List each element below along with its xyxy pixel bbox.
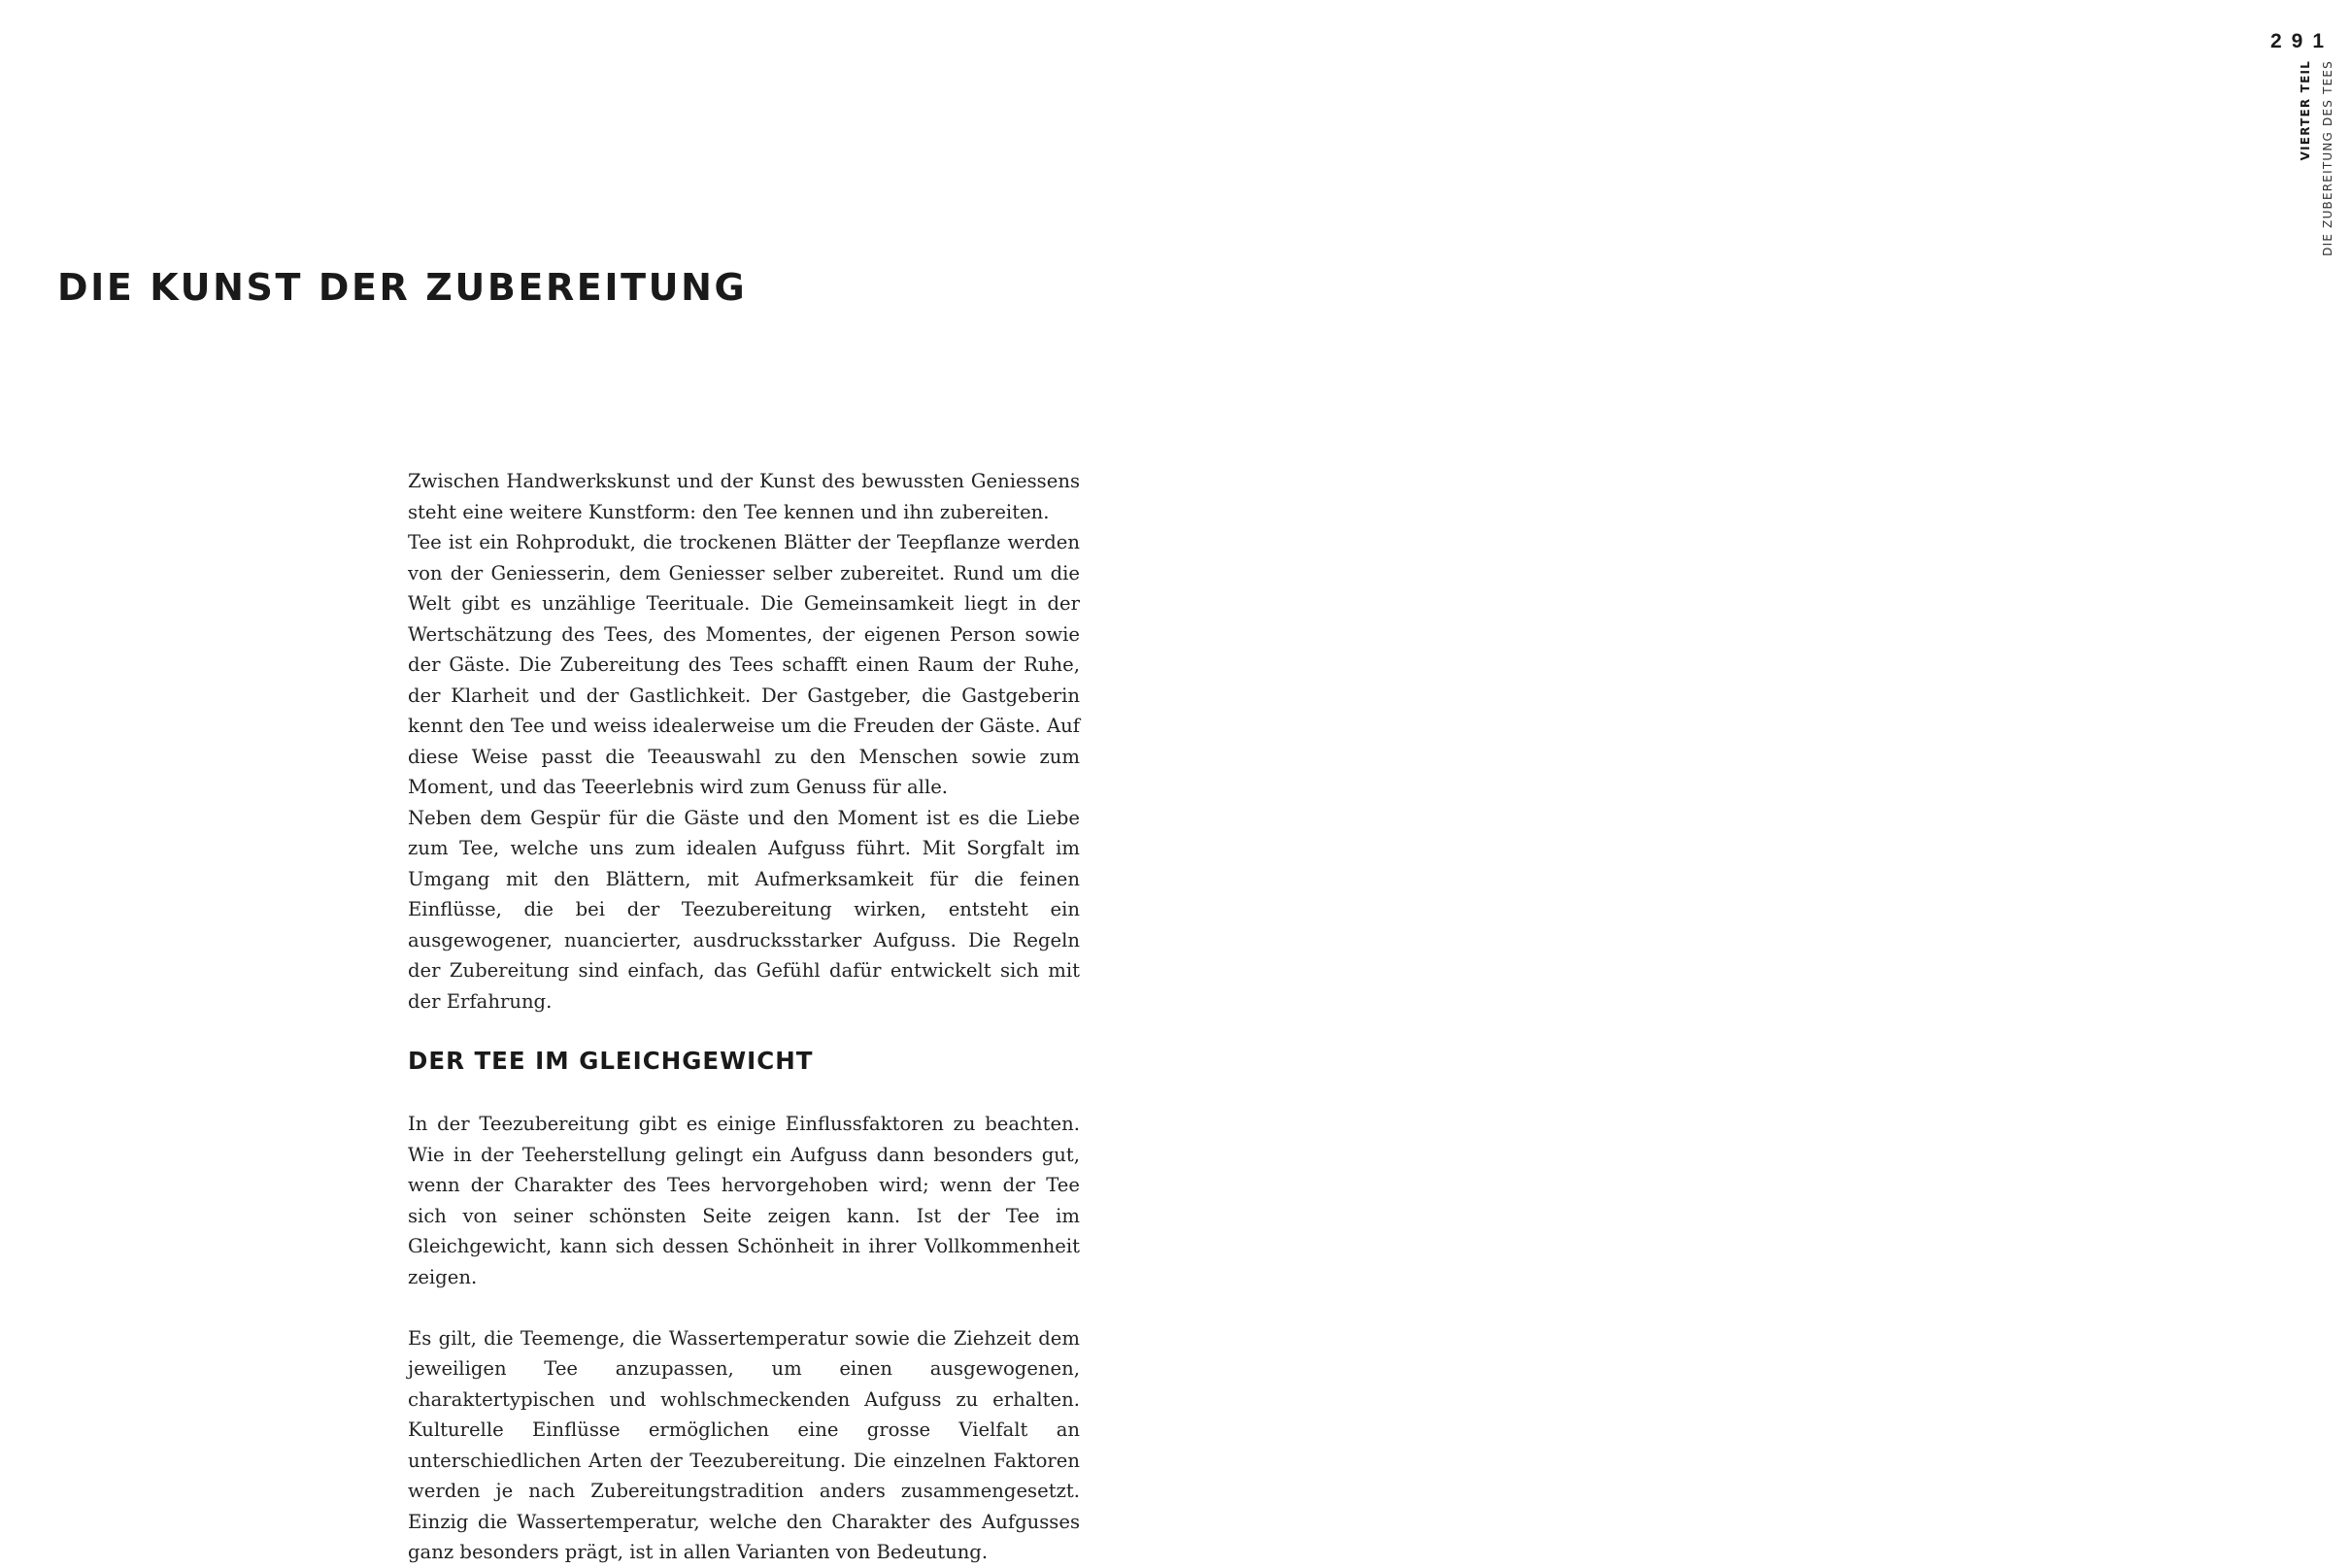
balance-section — [408, 1109, 1080, 1568]
section-heading: DER TEE IM GLEICHGEWICHT — [408, 1047, 814, 1075]
balance-paragraph-1: In der Teezubereitung gibt es einige Einflussfaktoren zu beachten. Wie in der Teeherstellung gelingt ein Aufguss dann besonders gut, wenn der Charakter des Tees hervorgehoben wird; wenn der Tee sich von seiner schönsten Seite zeigen kann. Ist der Tee im Gleichgewicht, kann sich dessen Schönheit in ihrer Vollkommenheit zeigen. — [408, 1113, 1080, 1288]
intro-paragraph-2: Tee ist ein Rohprodukt, die trockenen Blätter der Teepflanze werden von der Geniesserin, dem Geniesser selber zubereitet. Rund um die Welt gibt es unzählige Teerituale. Die Gemeinsamkeit liegt in der Wertschätzung des Tees, des Momentes, der eigenen Person sowie der Gäste. Die Zubereitung des Tees schafft einen Raum der Ruhe, der Klarheit und der Gastlichkeit. Der Gastgeber, die Gastgeberin kennt den Tee und weiss idealerweise um die Freuden der Gäste. Auf diese Weise passt die Teeauswahl zu den Menschen sowie zum Moment, und das Teeerlebnis wird zum Genuss für alle. — [408, 531, 1080, 798]
intro-section — [408, 466, 1080, 1017]
page-title: DIE KUNST DER ZUBEREITUNG — [57, 266, 748, 309]
page-number: 291 — [2270, 30, 2334, 52]
section-label: VIERTER TEIL — [2299, 60, 2312, 161]
chapter-label: DIE ZUBEREITUNG DES TEES — [2321, 60, 2334, 256]
intro-paragraph-3: Neben dem Gespür für die Gäste und den Moment ist es die Liebe zum Tee, welche uns zum idealen Aufguss führt. Mit Sorgfalt im Umgang mit den Blättern, mit Aufmerksamkeit für die feinen Einflüsse, die bei der Teezubereitung wirken, entsteht ein ausgewogener, nuancierter, ausdrucksstarker Aufguss. Die Regeln der Zubereitung sind einfach, das Gefühl dafür entwickelt sich mit der Erfahrung. — [408, 806, 1080, 1013]
balance-paragraph-2: Es gilt, die Teemenge, die Wassertemperatur sowie die Ziehzeit dem jeweiligen Tee anzupassen, um einen ausgewogenen, charaktertypischen und wohlschmeckenden Aufguss zu erhalten. Kulturelle Einflüsse ermöglichen eine grosse Vielfalt an unterschiedlichen Arten der Teezubereitung. Die einzelnen Faktoren werden je nach Zubereitungstradition anders zusammengesetzt. Einzig die Wassertemperatur, welche den Charakter des Aufgusses ganz besonders prägt, ist in allen Varianten von Bedeutung. — [408, 1326, 1080, 1563]
intro-paragraph-1: Zwischen Handwerkskunst und der Kunst des bewussten Geniessens steht eine weitere Kunstform: den Tee kennen und ihn zubereiten. — [408, 470, 1080, 523]
paragraph-gap — [408, 1292, 1080, 1323]
